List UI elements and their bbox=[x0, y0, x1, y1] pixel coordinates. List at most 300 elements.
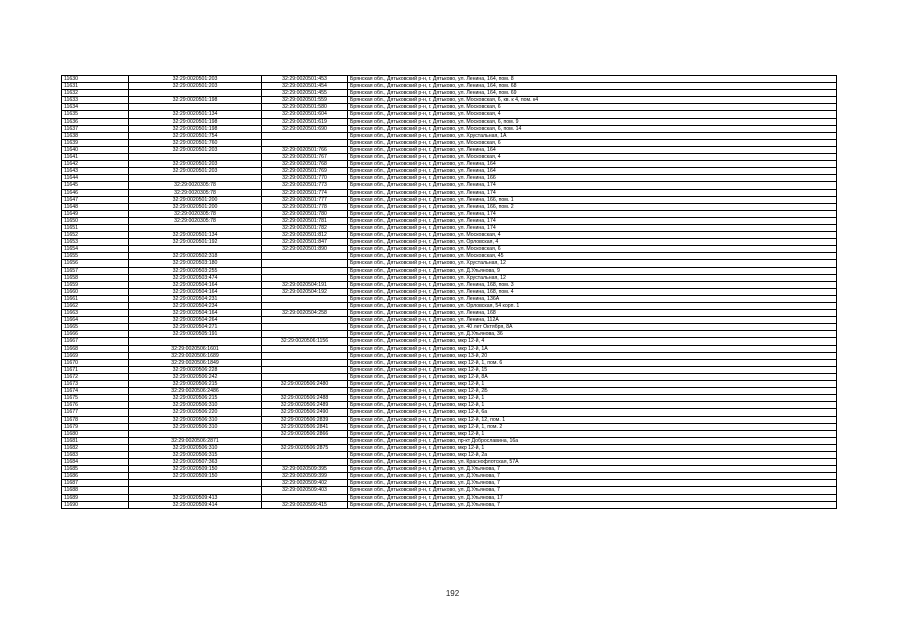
cadastral-number-cell bbox=[262, 352, 348, 359]
address-cell: Брянская обл., Дятьковский р-н, г. Дятьково, ул. Д.Ульянова, 7 bbox=[348, 487, 837, 494]
table-row bbox=[62, 366, 837, 373]
cadastral-number-cell: 32:29:0020501:580 bbox=[262, 104, 348, 111]
cadastral-number-cell: 32:29:0020504:191 bbox=[262, 281, 348, 288]
address-cell: Брянская обл., Дятьковский р-н, г. Дятьково, ул. Орловская, 54 корп. 1 bbox=[348, 303, 837, 310]
parent-cadastral-number-cell: 32:29:0020305:78 bbox=[129, 210, 262, 217]
table-row bbox=[62, 395, 837, 402]
table-row bbox=[62, 267, 837, 274]
address-cell: Брянская обл., Дятьковский р-н, г. Дятьково, мкр 12-й, 1 bbox=[348, 381, 837, 388]
table-row bbox=[62, 359, 837, 366]
address-cell: Брянская обл., Дятьковский р-н, г. Дятьково, ул. Ленина, 136А bbox=[348, 295, 837, 302]
table-row bbox=[62, 111, 837, 118]
address-cell: Брянская обл., Дятьковский р-н, г. Дятьково, мкр 12-й, 2а bbox=[348, 451, 837, 458]
cadastral-number-cell: 32:29:0020501:770 bbox=[262, 175, 348, 182]
parent-cadastral-number-cell: 32:29:0020501:192 bbox=[129, 239, 262, 246]
cadastral-number-cell: 32:29:0020509:403 bbox=[262, 487, 348, 494]
parent-cadastral-number-cell: 32:29:0020506:2486 bbox=[129, 388, 262, 395]
parent-cadastral-number-cell: 32:29:0020501:754 bbox=[129, 132, 262, 139]
table-row bbox=[62, 154, 837, 161]
parent-cadastral-number-cell bbox=[129, 154, 262, 161]
cadastral-number-cell: 32:29:0020506:2488 bbox=[262, 395, 348, 402]
address-cell: Брянская обл., Дятьковский р-н, г. Дятьково, мкр 12-й, 1 bbox=[348, 430, 837, 437]
address-cell: Брянская обл., Дятьковский р-н, г. Дятьково, мкр 12-й, 1А bbox=[348, 345, 837, 352]
address-cell: Брянская обл., Дятьковский р-н, г. Дятьково, пр-кт Доброславина, 16а bbox=[348, 437, 837, 444]
parent-cadastral-number-cell: 32:29:0020503:474 bbox=[129, 274, 262, 281]
table-row bbox=[62, 139, 837, 146]
table-row bbox=[62, 494, 837, 501]
row-number-cell: 11634 bbox=[62, 104, 129, 111]
cadastral-number-cell: 32:29:0020501:774 bbox=[262, 189, 348, 196]
row-number-cell: 11666 bbox=[62, 331, 129, 338]
address-cell: Брянская обл., Дятьковский р-н, г. Дятьково, мкр 12-й, 2Б bbox=[348, 388, 837, 395]
parent-cadastral-number-cell: 32:29:0020501:203 bbox=[129, 76, 262, 83]
table-row bbox=[62, 430, 837, 437]
address-cell: Брянская обл., Дятьковский р-н, г. Дятьково, ул. Ленина, 174 bbox=[348, 217, 837, 224]
cadastral-number-cell: 32:29:0020501:766 bbox=[262, 146, 348, 153]
row-number-cell: 11643 bbox=[62, 168, 129, 175]
table-row bbox=[62, 83, 837, 90]
row-number-cell: 11669 bbox=[62, 352, 129, 359]
row-number-cell: 11668 bbox=[62, 345, 129, 352]
table-row bbox=[62, 423, 837, 430]
table-row bbox=[62, 338, 837, 345]
cadastral-number-cell bbox=[262, 303, 348, 310]
address-cell: Брянская обл., Дятьковский р-н, г. Дятьково, ул. Ленина, 168, пом. 3 bbox=[348, 281, 837, 288]
parent-cadastral-number-cell: 32:29:0020501:760 bbox=[129, 139, 262, 146]
address-cell: Брянская обл., Дятьковский р-н, г. Дятьково, ул. Московская, 6 bbox=[348, 246, 837, 253]
row-number-cell: 11686 bbox=[62, 473, 129, 480]
cadastral-number-cell: 32:29:0020501:768 bbox=[262, 161, 348, 168]
row-number-cell: 11652 bbox=[62, 232, 129, 239]
row-number-cell: 11644 bbox=[62, 175, 129, 182]
cadastral-number-cell: 32:29:0020501:767 bbox=[262, 154, 348, 161]
parent-cadastral-number-cell: 32:29:0020501:134 bbox=[129, 111, 262, 118]
cadastral-number-cell: 32:29:0020501:780 bbox=[262, 210, 348, 217]
table-row bbox=[62, 281, 837, 288]
parent-cadastral-number-cell: 32:29:0020509:150 bbox=[129, 473, 262, 480]
parent-cadastral-number-cell: 32:29:0020501:134 bbox=[129, 232, 262, 239]
address-cell: Брянская обл., Дятьковский р-н, г. Дятьково, ул. Хрустальная, 12 bbox=[348, 274, 837, 281]
parent-cadastral-number-cell: 32:29:0020504:164 bbox=[129, 310, 262, 317]
address-cell: Брянская обл., Дятьковский р-н, г. Дятьково, ул. Ленина, 174 bbox=[348, 224, 837, 231]
address-cell: Брянская обл., Дятьковский р-н, г. Дятьково, ул. Московская, 4 bbox=[348, 111, 837, 118]
row-number-cell: 11670 bbox=[62, 359, 129, 366]
row-number-cell: 11645 bbox=[62, 182, 129, 189]
address-cell: Брянская обл., Дятьковский р-н, г. Дятьково, ул. Ленина, 164, пом. 68 bbox=[348, 83, 837, 90]
cadastral-number-cell bbox=[262, 494, 348, 501]
cadastral-number-cell bbox=[262, 459, 348, 466]
parent-cadastral-number-cell bbox=[129, 338, 262, 345]
parent-cadastral-number-cell: 32:29:0020506:1849 bbox=[129, 359, 262, 366]
table-row bbox=[62, 104, 837, 111]
row-number-cell: 11685 bbox=[62, 466, 129, 473]
address-cell: Брянская обл., Дятьковский р-н, г. Дятьково, ул. Ленина, 166, пом. 1 bbox=[348, 196, 837, 203]
address-cell: Брянская обл., Дятьковский р-н, г. Дятьково, ул. Ленина, 166 bbox=[348, 175, 837, 182]
table-row bbox=[62, 352, 837, 359]
registry-table bbox=[61, 75, 837, 509]
row-number-cell: 11682 bbox=[62, 444, 129, 451]
table-row bbox=[62, 402, 837, 409]
row-number-cell: 11637 bbox=[62, 125, 129, 132]
row-number-cell: 11681 bbox=[62, 437, 129, 444]
row-number-cell: 11642 bbox=[62, 161, 129, 168]
parent-cadastral-number-cell: 32:29:0020504:164 bbox=[129, 281, 262, 288]
address-cell: Брянская обл., Дятьковский р-н, г. Дятьково, мкр 12-й, 1, пом. 2 bbox=[348, 423, 837, 430]
row-number-cell: 11690 bbox=[62, 501, 129, 508]
address-cell: Брянская обл., Дятьковский р-н, г. Дятьково, ул. 40 лет Октября, 8А bbox=[348, 324, 837, 331]
cadastral-number-cell: 32:29:0020506:2839 bbox=[262, 416, 348, 423]
table-row bbox=[62, 90, 837, 97]
parent-cadastral-number-cell: 32:29:0020504:231 bbox=[129, 295, 262, 302]
row-number-cell: 11687 bbox=[62, 480, 129, 487]
address-cell: Брянская обл., Дятьковский р-н, г. Дятьково, мкр 12-й, 1, пом. 6 bbox=[348, 359, 837, 366]
parent-cadastral-number-cell: 32:29:0020501:198 bbox=[129, 118, 262, 125]
table-row bbox=[62, 274, 837, 281]
table-row bbox=[62, 182, 837, 189]
registry-table-body bbox=[62, 76, 837, 509]
row-number-cell: 11660 bbox=[62, 288, 129, 295]
address-cell: Брянская обл., Дятьковский р-н, г. Дятьково, ул. Ленина, 174 bbox=[348, 210, 837, 217]
table-row bbox=[62, 168, 837, 175]
address-cell: Брянская обл., Дятьковский р-н, г. Дятьково, ул. Ленина, 164 bbox=[348, 161, 837, 168]
parent-cadastral-number-cell: 32:29:0020507:363 bbox=[129, 459, 262, 466]
row-number-cell: 11648 bbox=[62, 203, 129, 210]
row-number-cell: 11671 bbox=[62, 366, 129, 373]
parent-cadastral-number-cell: 32:29:0020501:198 bbox=[129, 97, 262, 104]
row-number-cell: 11641 bbox=[62, 154, 129, 161]
parent-cadastral-number-cell: 32:29:0020502:318 bbox=[129, 253, 262, 260]
cadastral-number-cell: 32:29:0020506:2866 bbox=[262, 430, 348, 437]
row-number-cell: 11684 bbox=[62, 459, 129, 466]
table-row bbox=[62, 118, 837, 125]
row-number-cell: 11688 bbox=[62, 487, 129, 494]
row-number-cell: 11636 bbox=[62, 118, 129, 125]
table-row bbox=[62, 76, 837, 83]
row-number-cell: 11677 bbox=[62, 409, 129, 416]
address-cell: Брянская обл., Дятьковский р-н, г. Дятьково, ул. Ленина, 164, пом. 8 bbox=[348, 76, 837, 83]
table-row bbox=[62, 373, 837, 380]
row-number-cell: 11664 bbox=[62, 317, 129, 324]
address-cell: Брянская обл., Дятьковский р-н, г. Дятьково, ул. Д.Ульянова, 9 bbox=[348, 267, 837, 274]
address-cell: Брянская обл., Дятьковский р-н, г. Дятьково, мкр 12-й, 1 bbox=[348, 395, 837, 402]
address-cell: Брянская обл., Дятьковский р-н, г. Дятьково, мкр 12-й, 15 bbox=[348, 366, 837, 373]
table-row bbox=[62, 331, 837, 338]
address-cell: Брянская обл., Дятьковский р-н, г. Дятьково, ул. Ленина, 164 bbox=[348, 146, 837, 153]
parent-cadastral-number-cell: 32:29:0020504:164 bbox=[129, 288, 262, 295]
row-number-cell: 11651 bbox=[62, 224, 129, 231]
address-cell: Брянская обл., Дятьковский р-н, г. Дятьково, мкр 12-й, 1 bbox=[348, 444, 837, 451]
address-cell: Брянская обл., Дятьковский р-н, г. Дятьково, ул. Д.Ульянова, 7 bbox=[348, 466, 837, 473]
table-row bbox=[62, 459, 837, 466]
cadastral-number-cell: 32:29:0020509:402 bbox=[262, 480, 348, 487]
row-number-cell: 11678 bbox=[62, 416, 129, 423]
cadastral-number-cell: 32:29:0020509:399 bbox=[262, 473, 348, 480]
cadastral-number-cell: 32:29:0020506:2480 bbox=[262, 381, 348, 388]
cadastral-number-cell bbox=[262, 437, 348, 444]
parent-cadastral-number-cell: 32:29:0020501:203 bbox=[129, 161, 262, 168]
table-row bbox=[62, 175, 837, 182]
address-cell: Брянская обл., Дятьковский р-н, г. Дятьково, ул. Ленина, 112А bbox=[348, 317, 837, 324]
parent-cadastral-number-cell: 32:29:0020305:78 bbox=[129, 217, 262, 224]
address-cell: Брянская обл., Дятьковский р-н, г. Дятьково, ул. Д.Ульянова, 17 bbox=[348, 494, 837, 501]
table-row bbox=[62, 217, 837, 224]
cadastral-number-cell: 32:29:0020501:604 bbox=[262, 111, 348, 118]
row-number-cell: 11639 bbox=[62, 139, 129, 146]
row-number-cell: 11667 bbox=[62, 338, 129, 345]
address-cell: Брянская обл., Дятьковский р-н, г. Дятьково, ул. Московская, 6, пом. 14 bbox=[348, 125, 837, 132]
parent-cadastral-number-cell bbox=[129, 90, 262, 97]
address-cell: Брянская обл., Дятьковский р-н, г. Дятьково, ул. Московская, 6 bbox=[348, 139, 837, 146]
table-row bbox=[62, 310, 837, 317]
row-number-cell: 11674 bbox=[62, 388, 129, 395]
address-cell: Брянская обл., Дятьковский р-н, г. Дятьково, ул. Московская, 4 bbox=[348, 232, 837, 239]
row-number-cell: 11683 bbox=[62, 451, 129, 458]
cadastral-number-cell bbox=[262, 331, 348, 338]
parent-cadastral-number-cell: 32:29:0020503:255 bbox=[129, 267, 262, 274]
address-cell: Брянская обл., Дятьковский р-н, г. Дятьково, ул. Ленина, 168, пом. 4 bbox=[348, 288, 837, 295]
address-cell: Брянская обл., Дятьковский р-н, г. Дятьково, ул. Ленина, 164 bbox=[348, 168, 837, 175]
table-row bbox=[62, 295, 837, 302]
parent-cadastral-number-cell: 32:29:0020504:271 bbox=[129, 324, 262, 331]
cadastral-number-cell: 32:29:0020501:453 bbox=[262, 76, 348, 83]
table-row bbox=[62, 246, 837, 253]
cadastral-number-cell bbox=[262, 260, 348, 267]
parent-cadastral-number-cell: 32:29:0020501:203 bbox=[129, 146, 262, 153]
table-row bbox=[62, 97, 837, 104]
table-row bbox=[62, 388, 837, 395]
cadastral-number-cell: 32:29:0020501:782 bbox=[262, 224, 348, 231]
parent-cadastral-number-cell bbox=[129, 480, 262, 487]
cadastral-number-cell bbox=[262, 359, 348, 366]
table-row bbox=[62, 501, 837, 508]
cadastral-number-cell: 32:29:0020509:395 bbox=[262, 466, 348, 473]
address-cell: Брянская обл., Дятьковский р-н, г. Дятьково, ул. Ленина, 174 bbox=[348, 182, 837, 189]
parent-cadastral-number-cell: 32:29:0020501:198 bbox=[129, 125, 262, 132]
address-cell: Брянская обл., Дятьковский р-н, г. Дятьково, ул. Хрустальная, 1А bbox=[348, 132, 837, 139]
table-row bbox=[62, 303, 837, 310]
cadastral-number-cell: 32:29:0020501:778 bbox=[262, 203, 348, 210]
row-number-cell: 11647 bbox=[62, 196, 129, 203]
parent-cadastral-number-cell: 32:29:0020509:414 bbox=[129, 501, 262, 508]
parent-cadastral-number-cell bbox=[129, 175, 262, 182]
row-number-cell: 11635 bbox=[62, 111, 129, 118]
cadastral-number-cell: 32:29:0020506:2875 bbox=[262, 444, 348, 451]
address-cell: Брянская обл., Дятьковский р-н, г. Дятьково, ул. Краснофлотская, 57А bbox=[348, 459, 837, 466]
cadastral-number-cell: 32:29:0020506:2490 bbox=[262, 409, 348, 416]
address-cell: Брянская обл., Дятьковский р-н, г. Дятьково, мкр 12-й, 8А bbox=[348, 373, 837, 380]
parent-cadastral-number-cell bbox=[129, 430, 262, 437]
page-number: 192 bbox=[445, 589, 460, 598]
table-row bbox=[62, 146, 837, 153]
cadastral-number-cell: 32:29:0020501:559 bbox=[262, 97, 348, 104]
table-row bbox=[62, 473, 837, 480]
table-row bbox=[62, 210, 837, 217]
cadastral-number-cell: 32:29:0020501:773 bbox=[262, 182, 348, 189]
cadastral-number-cell bbox=[262, 139, 348, 146]
cadastral-number-cell: 32:29:0020509:415 bbox=[262, 501, 348, 508]
row-number-cell: 11633 bbox=[62, 97, 129, 104]
parent-cadastral-number-cell bbox=[129, 104, 262, 111]
parent-cadastral-number-cell: 32:29:0020503:180 bbox=[129, 260, 262, 267]
row-number-cell: 11659 bbox=[62, 281, 129, 288]
row-number-cell: 11638 bbox=[62, 132, 129, 139]
cadastral-number-cell bbox=[262, 366, 348, 373]
address-cell: Брянская обл., Дятьковский р-н, г. Дятьково, ул. Д.Ульянова, 7 bbox=[348, 480, 837, 487]
table-row bbox=[62, 444, 837, 451]
parent-cadastral-number-cell: 32:29:0020506:310 bbox=[129, 416, 262, 423]
table-row bbox=[62, 381, 837, 388]
address-cell: Брянская обл., Дятьковский р-н, г. Дятьково, ул. Д.Ульянова, 36 bbox=[348, 331, 837, 338]
address-cell: Брянская обл., Дятьковский р-н, г. Дятьково, ул. Московская, 6, пом. 9 bbox=[348, 118, 837, 125]
parent-cadastral-number-cell bbox=[129, 246, 262, 253]
parent-cadastral-number-cell: 32:29:0020505:191 bbox=[129, 331, 262, 338]
row-number-cell: 11654 bbox=[62, 246, 129, 253]
table-row bbox=[62, 232, 837, 239]
parent-cadastral-number-cell: 32:29:0020506:315 bbox=[129, 451, 262, 458]
cadastral-number-cell: 32:29:0020501:847 bbox=[262, 239, 348, 246]
table-row bbox=[62, 260, 837, 267]
address-cell: Брянская обл., Дятьковский р-н, г. Дятьково, ул. Хрустальная, 12 bbox=[348, 260, 837, 267]
row-number-cell: 11656 bbox=[62, 260, 129, 267]
parent-cadastral-number-cell: 32:29:0020501:200 bbox=[129, 196, 262, 203]
address-cell: Брянская обл., Дятьковский р-н, г. Дятьково, ул. Московская, 6, кв. к 4, пом. к4 bbox=[348, 97, 837, 104]
table-row bbox=[62, 125, 837, 132]
cadastral-number-cell bbox=[262, 345, 348, 352]
table-row bbox=[62, 451, 837, 458]
cadastral-number-cell bbox=[262, 295, 348, 302]
row-number-cell: 11646 bbox=[62, 189, 129, 196]
parent-cadastral-number-cell: 32:29:0020305:78 bbox=[129, 189, 262, 196]
address-cell: Брянская обл., Дятьковский р-н, г. Дятьково, мкр 13-й, 20 bbox=[348, 352, 837, 359]
table-row bbox=[62, 253, 837, 260]
parent-cadastral-number-cell: 32:29:0020506:2871 bbox=[129, 437, 262, 444]
row-number-cell: 11630 bbox=[62, 76, 129, 83]
row-number-cell: 11662 bbox=[62, 303, 129, 310]
row-number-cell: 11661 bbox=[62, 295, 129, 302]
cadastral-number-cell bbox=[262, 253, 348, 260]
table-row bbox=[62, 203, 837, 210]
cadastral-number-cell: 32:29:0020501:454 bbox=[262, 83, 348, 90]
table-row bbox=[62, 189, 837, 196]
parent-cadastral-number-cell: 32:29:0020506:310 bbox=[129, 444, 262, 451]
parent-cadastral-number-cell: 32:29:0020501:203 bbox=[129, 83, 262, 90]
row-number-cell: 11640 bbox=[62, 146, 129, 153]
table-row bbox=[62, 224, 837, 231]
address-cell: Брянская обл., Дятьковский р-н, г. Дятьково, ул. Московская, 6 bbox=[348, 104, 837, 111]
table-row bbox=[62, 317, 837, 324]
parent-cadastral-number-cell: 32:29:0020509:150 bbox=[129, 466, 262, 473]
address-cell: Брянская обл., Дятьковский р-н, г. Дятьково, ул. Московская, 4 bbox=[348, 154, 837, 161]
row-number-cell: 11655 bbox=[62, 253, 129, 260]
row-number-cell: 11632 bbox=[62, 90, 129, 97]
parent-cadastral-number-cell: 32:29:0020504:264 bbox=[129, 317, 262, 324]
cadastral-number-cell bbox=[262, 317, 348, 324]
cadastral-number-cell: 32:29:0020506:1156 bbox=[262, 338, 348, 345]
cadastral-number-cell: 32:29:0020501:619 bbox=[262, 118, 348, 125]
cadastral-number-cell bbox=[262, 324, 348, 331]
row-number-cell: 11649 bbox=[62, 210, 129, 217]
table-row bbox=[62, 196, 837, 203]
address-cell: Брянская обл., Дятьковский р-н, г. Дятьково, мкр 12-й, 4 bbox=[348, 338, 837, 345]
cadastral-number-cell bbox=[262, 132, 348, 139]
row-number-cell: 11689 bbox=[62, 494, 129, 501]
cadastral-number-cell: 32:29:0020506:2841 bbox=[262, 423, 348, 430]
row-number-cell: 11679 bbox=[62, 423, 129, 430]
row-number-cell: 11665 bbox=[62, 324, 129, 331]
table-row bbox=[62, 324, 837, 331]
cadastral-number-cell: 32:29:0020501:890 bbox=[262, 246, 348, 253]
parent-cadastral-number-cell: 32:29:0020506:215 bbox=[129, 381, 262, 388]
address-cell: Брянская обл., Дятьковский р-н, г. Дятьково, мкр 12-й, 6а bbox=[348, 409, 837, 416]
parent-cadastral-number-cell: 32:29:0020509:413 bbox=[129, 494, 262, 501]
parent-cadastral-number-cell: 32:29:0020506:228 bbox=[129, 366, 262, 373]
parent-cadastral-number-cell: 32:29:0020506:310 bbox=[129, 423, 262, 430]
address-cell: Брянская обл., Дятьковский р-н, г. Дятьково, мкр 12-й, 12, пом. 1 bbox=[348, 416, 837, 423]
address-cell: Брянская обл., Дятьковский р-н, г. Дятьково, мкр 12-й, 1 bbox=[348, 402, 837, 409]
row-number-cell: 11673 bbox=[62, 381, 129, 388]
cadastral-number-cell: 32:29:0020501:812 bbox=[262, 232, 348, 239]
cadastral-number-cell: 32:29:0020501:781 bbox=[262, 217, 348, 224]
cadastral-number-cell: 32:29:0020501:455 bbox=[262, 90, 348, 97]
table-row bbox=[62, 437, 837, 444]
parent-cadastral-number-cell: 32:29:0020501:200 bbox=[129, 203, 262, 210]
parent-cadastral-number-cell: 32:29:0020305:78 bbox=[129, 182, 262, 189]
parent-cadastral-number-cell: 32:29:0020506:242 bbox=[129, 373, 262, 380]
table-row bbox=[62, 161, 837, 168]
row-number-cell: 11675 bbox=[62, 395, 129, 402]
row-number-cell: 11631 bbox=[62, 83, 129, 90]
cadastral-number-cell: 32:29:0020504:258 bbox=[262, 310, 348, 317]
cadastral-number-cell bbox=[262, 267, 348, 274]
parent-cadastral-number-cell bbox=[129, 487, 262, 494]
row-number-cell: 11658 bbox=[62, 274, 129, 281]
cadastral-number-cell: 32:29:0020501:777 bbox=[262, 196, 348, 203]
table-row bbox=[62, 409, 837, 416]
row-number-cell: 11657 bbox=[62, 267, 129, 274]
cadastral-number-cell: 32:29:0020506:2489 bbox=[262, 402, 348, 409]
parent-cadastral-number-cell: 32:29:0020506:215 bbox=[129, 395, 262, 402]
parent-cadastral-number-cell: 32:29:0020504:234 bbox=[129, 303, 262, 310]
row-number-cell: 11650 bbox=[62, 217, 129, 224]
table-row bbox=[62, 480, 837, 487]
address-cell: Брянская обл., Дятьковский р-н, г. Дятьково, ул. Московская, 45 bbox=[348, 253, 837, 260]
table-row bbox=[62, 416, 837, 423]
table-row bbox=[62, 288, 837, 295]
parent-cadastral-number-cell: 32:29:0020506:1689 bbox=[129, 352, 262, 359]
cadastral-number-cell bbox=[262, 373, 348, 380]
cadastral-number-cell: 32:29:0020501:690 bbox=[262, 125, 348, 132]
row-number-cell: 11653 bbox=[62, 239, 129, 246]
cadastral-number-cell: 32:29:0020501:769 bbox=[262, 168, 348, 175]
table-row bbox=[62, 239, 837, 246]
row-number-cell: 11663 bbox=[62, 310, 129, 317]
cadastral-number-cell bbox=[262, 388, 348, 395]
table-row bbox=[62, 466, 837, 473]
table-row bbox=[62, 345, 837, 352]
row-number-cell: 11672 bbox=[62, 373, 129, 380]
row-number-cell: 11680 bbox=[62, 430, 129, 437]
parent-cadastral-number-cell: 32:29:0020506:220 bbox=[129, 409, 262, 416]
parent-cadastral-number-cell: 32:29:0020501:203 bbox=[129, 168, 262, 175]
parent-cadastral-number-cell bbox=[129, 224, 262, 231]
cadastral-number-cell bbox=[262, 451, 348, 458]
address-cell: Брянская обл., Дятьковский р-н, г. Дятьково, ул. Ленина, 164, пом. 69 bbox=[348, 90, 837, 97]
cadastral-number-cell: 32:29:0020504:192 bbox=[262, 288, 348, 295]
table-row bbox=[62, 132, 837, 139]
cadastral-number-cell bbox=[262, 274, 348, 281]
address-cell: Брянская обл., Дятьковский р-н, г. Дятьково, ул. Д.Ульянова, 7 bbox=[348, 501, 837, 508]
parent-cadastral-number-cell: 32:29:0020506:310 bbox=[129, 402, 262, 409]
